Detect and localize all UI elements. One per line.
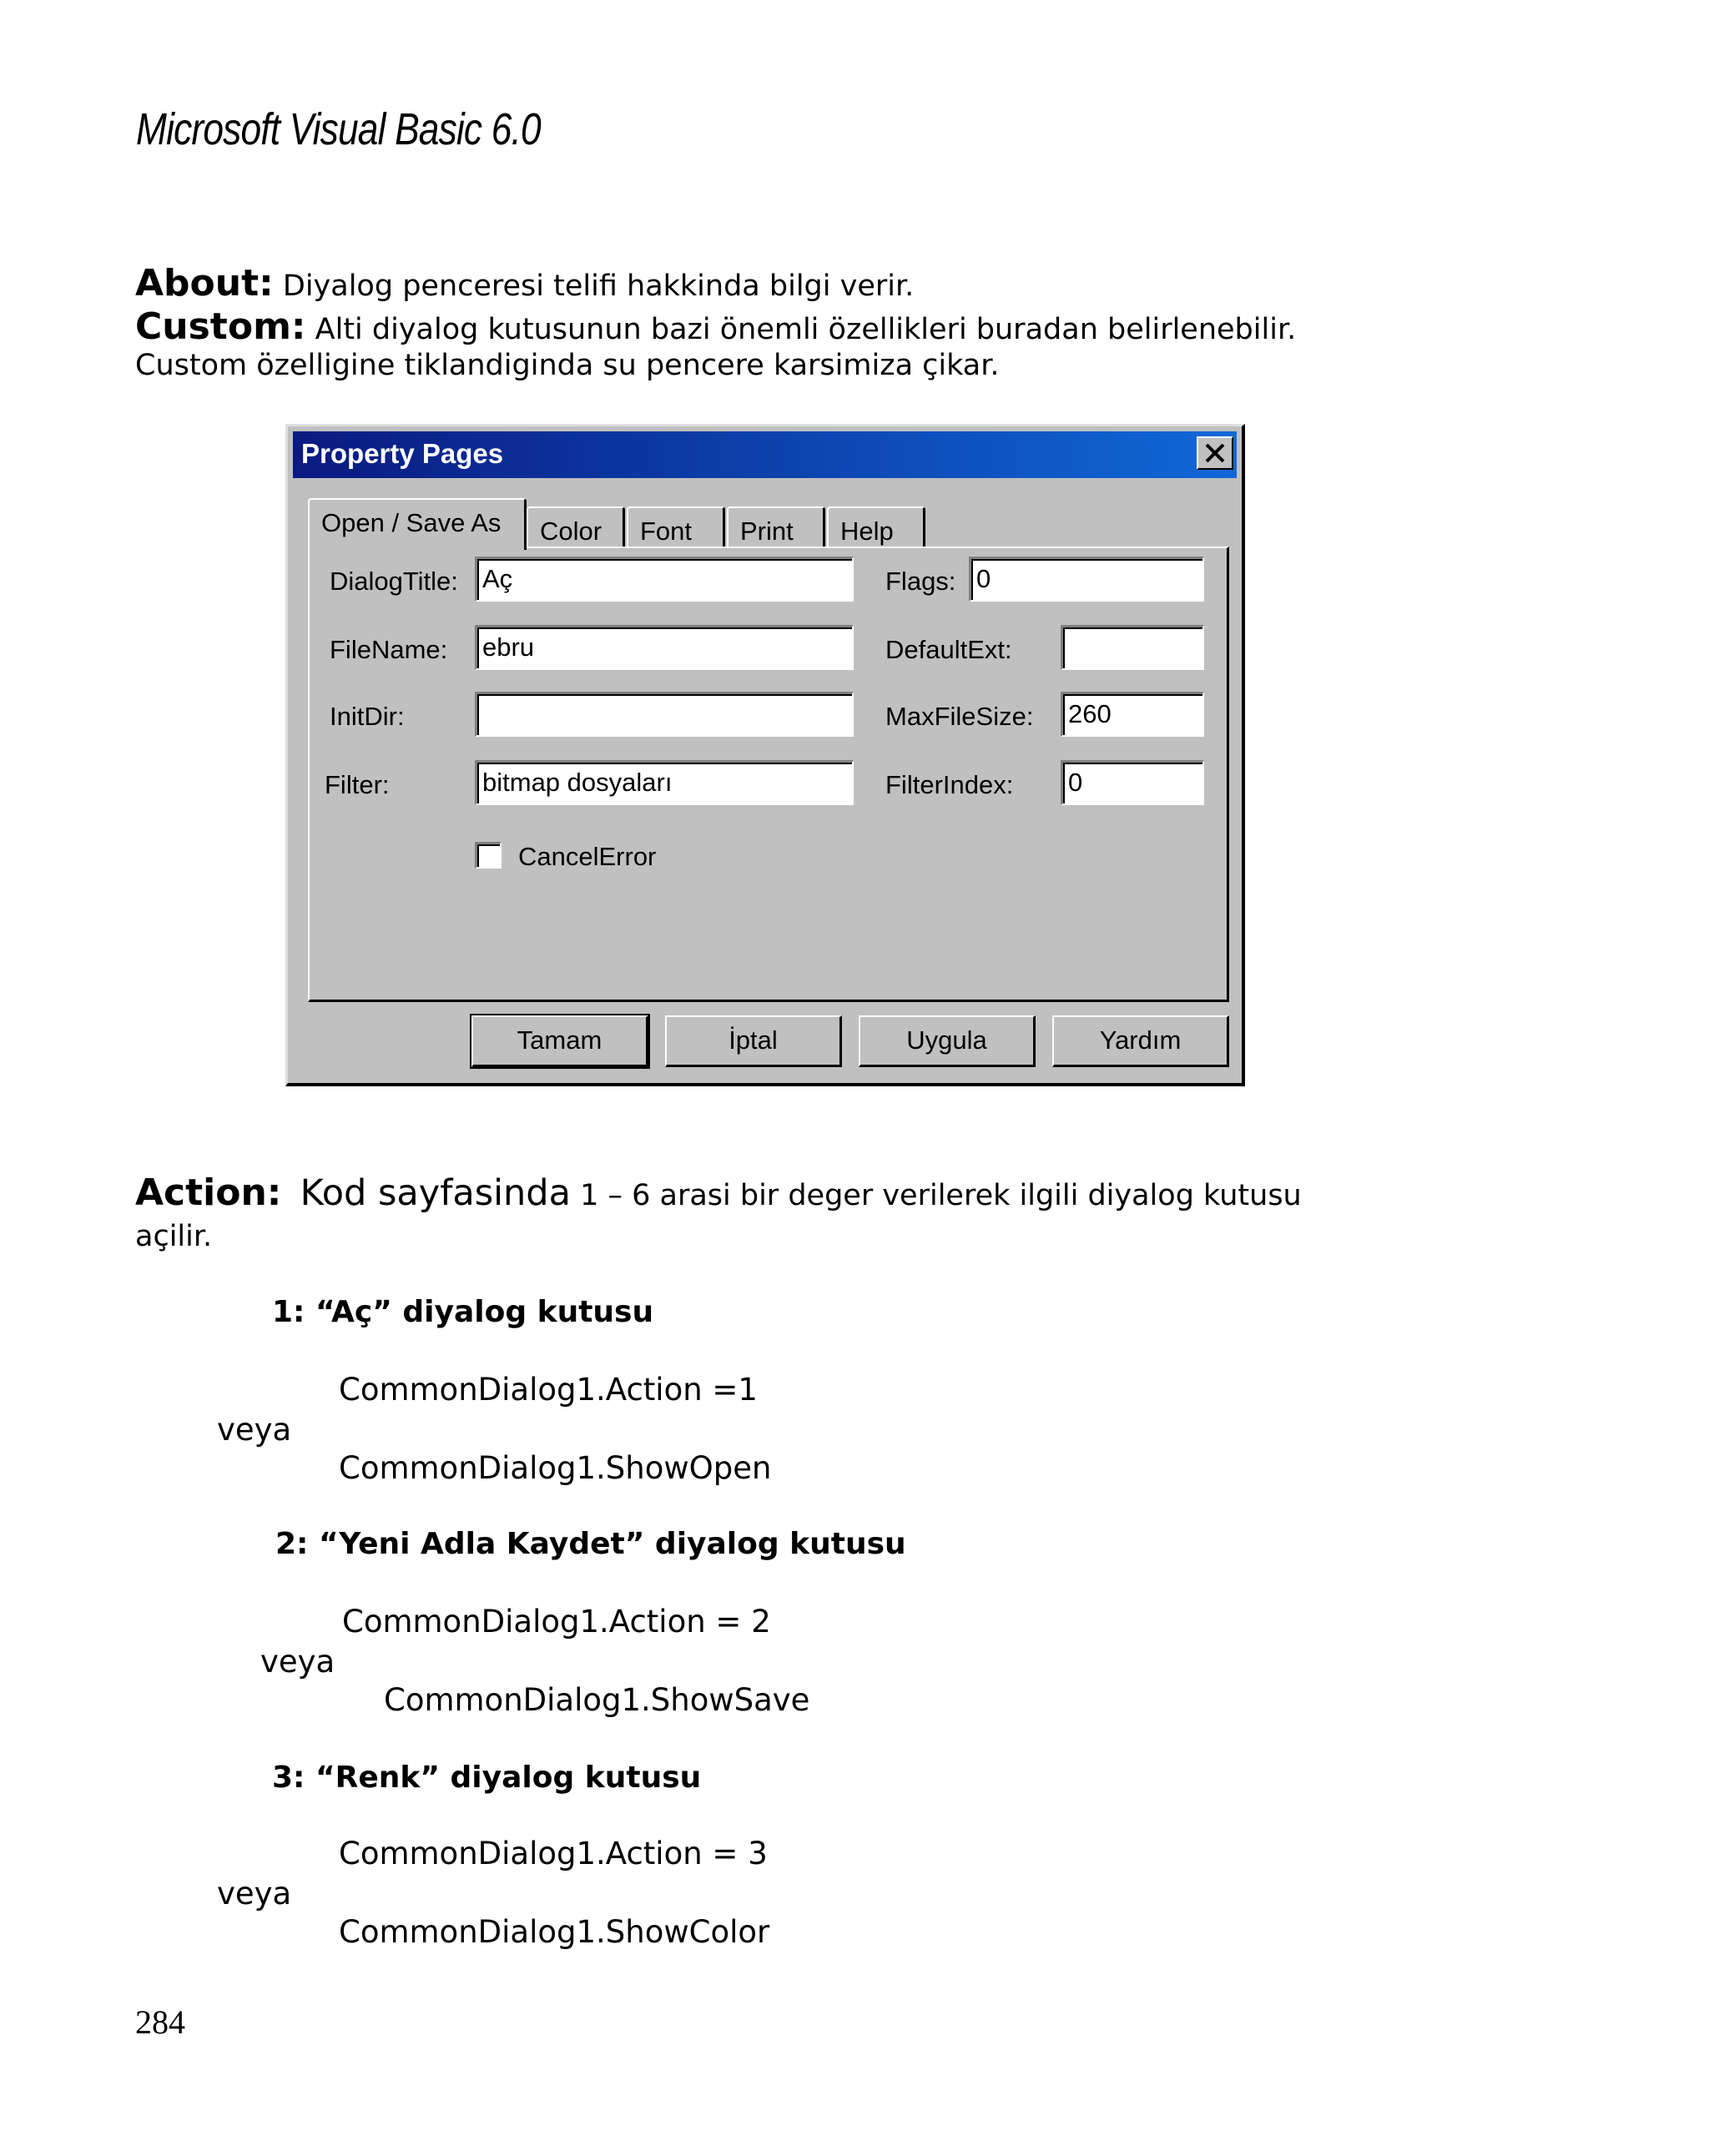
page-number: 284: [135, 2003, 185, 2041]
item-2-heading: 2: “Yeni Adla Kaydet” diyalog kutusu: [275, 1527, 906, 1561]
tab-print[interactable]: Print: [727, 506, 825, 547]
ok-button[interactable]: Tamam: [471, 1015, 648, 1067]
about-paragraph: [135, 262, 914, 305]
item-2-or: veya: [260, 1644, 335, 1680]
running-header: Microsoft Visual Basic 6.0: [136, 104, 541, 154]
item-3-code-show: CommonDialog1.ShowColor: [339, 1914, 770, 1950]
tab-font[interactable]: Font: [627, 506, 725, 547]
tab-help[interactable]: Help: [827, 506, 925, 547]
cancel-error-checkbox[interactable]: [475, 842, 502, 869]
custom-term: Custom:: [135, 305, 306, 348]
item-2-code-action: CommonDialog1.Action = 2: [342, 1604, 771, 1640]
tab-color[interactable]: Color: [527, 506, 625, 547]
flags-field[interactable]: 0: [969, 557, 1204, 602]
item-1-heading: 1: “Aç” diyalog kutusu: [272, 1295, 654, 1329]
item-3-or: veya: [217, 1876, 292, 1912]
action-text-line2: açilir.: [135, 1220, 213, 1253]
item-3-code-action: CommonDialog1.Action = 3: [339, 1836, 768, 1871]
filter-index-label: FilterIndex:: [885, 770, 1014, 799]
apply-button[interactable]: Uygula: [859, 1015, 1036, 1067]
custom-text-line2: Custom özelligine tiklandiginda su pencere karsimiza çikar.: [135, 349, 1000, 382]
action-text: 1 – 6 arasi bir deger verilerek ilgili diyalog kutusu: [580, 1179, 1302, 1212]
tab-panel: [308, 547, 1229, 1002]
filter-field[interactable]: bitmap dosyaları: [475, 760, 854, 805]
filter-index-field[interactable]: 0: [1061, 760, 1204, 805]
flags-label: Flags:: [885, 567, 956, 596]
about-text: Diyalog penceresi telifi hakkinda bilgi verir.: [282, 270, 915, 303]
item-3-heading: 3: “Renk” diyalog kutusu: [272, 1761, 702, 1795]
init-dir-label: InitDir:: [330, 702, 405, 731]
help-button[interactable]: Yardım: [1052, 1015, 1229, 1067]
filter-label: Filter:: [325, 770, 390, 799]
close-button[interactable]: [1197, 436, 1233, 470]
max-file-size-field[interactable]: 260: [1061, 692, 1204, 737]
item-1-code-action: CommonDialog1.Action =1: [339, 1372, 758, 1408]
custom-text: Alti diyalog kutusunun bazi önemli özellikleri buradan belirlenebilir.: [315, 313, 1297, 346]
cancel-error-label: CancelError: [518, 842, 657, 871]
custom-paragraph: [135, 305, 1296, 348]
close-icon: [1204, 443, 1226, 463]
default-ext-label: DefaultExt:: [885, 635, 1012, 664]
cancel-button[interactable]: İptal: [665, 1015, 842, 1067]
dialog-title-field[interactable]: Aç: [475, 557, 854, 602]
item-1-code-show: CommonDialog1.ShowOpen: [339, 1450, 772, 1486]
action-term: Action:: [135, 1171, 282, 1214]
dialog-title-label: DialogTitle:: [330, 567, 458, 596]
filename-field[interactable]: ebru: [475, 625, 854, 670]
property-pages-dialog: [285, 424, 1245, 1086]
filename-label: FileName:: [330, 635, 448, 664]
max-file-size-label: MaxFileSize:: [885, 702, 1034, 731]
action-lead: Kod sayfasinda: [300, 1172, 571, 1214]
default-ext-field[interactable]: [1061, 625, 1204, 670]
item-2-code-show: CommonDialog1.ShowSave: [384, 1682, 810, 1718]
title-bar[interactable]: [293, 431, 1237, 478]
init-dir-field[interactable]: [475, 692, 854, 737]
action-paragraph: [135, 1171, 1302, 1214]
dialog-title: Property Pages: [301, 438, 504, 469]
item-1-or: veya: [217, 1412, 292, 1448]
tab-open-save-as[interactable]: Open / Save As: [308, 498, 527, 550]
about-term: About:: [135, 262, 274, 305]
